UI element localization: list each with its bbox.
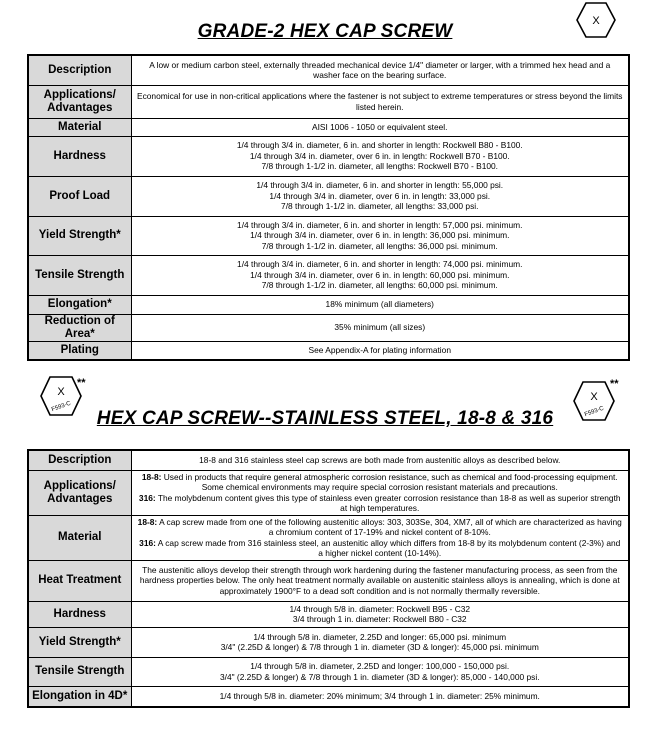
- spec-row: [28, 118, 629, 136]
- row-value: [131, 657, 629, 686]
- value-line: 316: The molybdenum content gives this type of stainless even greater corrosion resistance than 18-8 as well as superior strength: [138, 492, 621, 503]
- spec-row: [28, 627, 629, 657]
- value-line: Some chemical environments may require special corrosion resistant materials and precautions.: [201, 482, 558, 493]
- value-line: 316: A cap screw made from 316 stainless steel, an austenitic alloy which differs from 18-8 by its molybdenum content (2-3%) and: [139, 537, 621, 548]
- row-value: [131, 560, 629, 601]
- value-line: 1/4 through 3/4 in. diameter, 6 in. and shorter in length: 55,000 psi.: [256, 180, 504, 191]
- row-value: [131, 601, 629, 627]
- value-line: a higher nickel content (10-14%).: [318, 547, 442, 558]
- stainless-title: HEX CAP SCREW--STAINLESS STEEL, 18-8 & 316: [96, 408, 554, 429]
- spec-row: [28, 136, 629, 176]
- spec-row: [28, 314, 629, 341]
- value-line: 1/4 through 5/8 in. diameter: 20% minimum; 3/4 through 1 in. diameter: 25% minimum.: [219, 691, 540, 702]
- value-line: 18% minimum (all diameters): [325, 299, 434, 310]
- spec-row: [28, 601, 629, 627]
- row-value: [131, 176, 629, 216]
- spec-row: [28, 216, 629, 255]
- row-label: Description: [28, 450, 131, 470]
- row-label: Tensile Strength: [28, 657, 131, 686]
- row-value: [131, 314, 629, 341]
- row-label: Yield Strength*: [28, 627, 131, 657]
- row-label: Proof Load: [28, 176, 131, 216]
- value-line: 18-8 and 316 stainless steel cap screws are both made from austenitic alloys as described below.: [199, 455, 561, 466]
- row-label: Material: [28, 118, 131, 136]
- spec-row: [28, 55, 629, 85]
- value-line: 18-8: A cap screw made from one of the following austenitic alloys: 303, 303Se, 304, XM7, all of which are characterized as having: [137, 516, 622, 527]
- row-label: Tensile Strength: [28, 255, 131, 295]
- value-line: 3/4" (2.25D & longer) & 7/8 through 1 in. diameter (3D & longer): 85,000 - 140,000 psi.: [219, 671, 540, 682]
- value-line: at high temperatures.: [340, 502, 420, 513]
- note-marker-right: **: [610, 378, 619, 390]
- value-line: 3/4 through 1 in. diameter: Rockwell B80 - C32: [292, 614, 467, 624]
- value-line: 18-8: Used in products that require general atmospheric corrosion resistance, such as chemical and food-processing equipment.: [141, 471, 618, 482]
- value-line: 1/4 through 3/4 in. diameter, 6 in. and shorter in length: Rockwell B80 - B100.: [236, 140, 523, 151]
- value-line: 3/4" (2.25D & longer) & 7/8 through 1 in. diameter (3D & longer): 45,000 psi. minimum: [220, 642, 539, 652]
- row-value: [131, 85, 629, 118]
- row-value: [131, 686, 629, 707]
- spec-row: [28, 657, 629, 686]
- row-label: Elongation in 4D*: [28, 686, 131, 707]
- head-mark-x: X: [592, 15, 600, 27]
- value-line: 7/8 through 1-1/2 in. diameter, all lengths: 60,000 psi. minimum.: [261, 280, 498, 291]
- value-line: hardness properties below. The only heat treatment normally available on austenitic stainless alloys is annealing, which is done at: [139, 575, 620, 586]
- value-line: 1/4 through 5/8 in. diameter: Rockwell B95 - C32: [289, 603, 471, 614]
- value-line: AISI 1006 - 1050 or equivalent steel.: [312, 121, 448, 132]
- value-line: 1/4 through 3/4 in. diameter, over 6 in. in length: 36,000 psi. minimum.: [250, 230, 510, 241]
- spec-row: [28, 470, 629, 515]
- spec-row: [28, 176, 629, 216]
- row-label: Description: [28, 55, 131, 85]
- value-line: Economical for use in non-critical applications where the fastener is not subject to extreme temperatures or stress beyond the limits: [136, 91, 623, 102]
- row-value: [131, 255, 629, 295]
- svg-text:X: X: [590, 391, 598, 403]
- value-line: 1/4 through 5/8 in. diameter, 2.25D and longer: 65,000 psi. minimum: [253, 631, 507, 642]
- row-label: Plating: [28, 341, 131, 360]
- row-label: Hardness: [28, 601, 131, 627]
- row-value: [131, 136, 629, 176]
- svg-text:X: X: [57, 386, 65, 398]
- svg-text:F593-C: F593-C: [50, 400, 72, 414]
- value-line: 7/8 through 1-1/2 in. diameter, all lengths: 36,000 psi. minimum.: [261, 240, 498, 251]
- value-line: 7/8 through 1-1/2 in. diameter, all lengths: Rockwell B70 - B100.: [261, 161, 498, 172]
- grade2-spec-table: [27, 54, 630, 361]
- value-line: washer face on the bearing surface.: [313, 70, 447, 81]
- value-line: 1/4 through 5/8 in. diameter, 2.25D and longer: 100,000 - 150,000 psi.: [250, 661, 510, 672]
- spec-row: [28, 295, 629, 314]
- value-line: approximately 1900°F to a dead soft condition and is not normally thermally reversible.: [219, 585, 540, 596]
- value-line: 1/4 through 3/4 in. diameter, over 6 in. in length: Rockwell B70 - B100.: [249, 150, 510, 161]
- value-line: 1/4 through 3/4 in. diameter, 6 in. and shorter in length: 74,000 psi. minimum.: [237, 259, 523, 270]
- grade2-title: GRADE-2 HEX CAP SCREW: [197, 21, 453, 42]
- row-label: Applications/ Advantages: [28, 85, 131, 118]
- value-line: 1/4 through 3/4 in. diameter, over 6 in. in length: 60,000 psi. minimum.: [250, 269, 510, 280]
- spec-row: [28, 255, 629, 295]
- value-line: 1/4 through 3/4 in. diameter, over 6 in. in length: 33,000 psi.: [269, 190, 491, 201]
- spec-row: [28, 450, 629, 470]
- row-value: [131, 450, 629, 470]
- value-line: listed herein.: [356, 101, 404, 112]
- row-value: [131, 470, 629, 515]
- value-line: 1/4 through 3/4 in. diameter, 6 in. and shorter in length: 57,000 psi. minimum.: [237, 219, 523, 230]
- spec-row: [28, 515, 629, 560]
- note-marker-left: **: [77, 377, 86, 389]
- value-line: 7/8 through 1-1/2 in. diameter, all lengths: 33,000 psi.: [281, 201, 479, 212]
- row-value: [131, 515, 629, 560]
- row-value: [131, 341, 629, 360]
- row-value: [131, 55, 629, 85]
- spec-row: [28, 686, 629, 707]
- row-value: [131, 627, 629, 657]
- value-line: See Appendix-A for plating information: [308, 345, 451, 356]
- stainless-spec-table: [27, 449, 630, 708]
- row-value: [131, 118, 629, 136]
- spec-row: [28, 341, 629, 360]
- row-value: [131, 295, 629, 314]
- row-value: [131, 216, 629, 255]
- spec-row: [28, 85, 629, 118]
- row-label: Applications/ Advantages: [28, 470, 131, 515]
- row-label: Material: [28, 515, 131, 560]
- hex-head-marking-icon: [576, 1, 616, 39]
- row-label: Elongation*: [28, 295, 131, 314]
- value-line: The austenitic alloys develop their strength through work hardening during the fastener manufacturing process, as seen from the: [142, 564, 618, 575]
- row-label: Heat Treatment: [28, 560, 131, 601]
- value-line: 35% minimum (all sizes): [334, 322, 426, 333]
- spec-row: [28, 560, 629, 601]
- svg-text:F593-C: F593-C: [583, 405, 605, 419]
- value-line: a chromium content of 17-19% and nickel content of 8-10%.: [268, 527, 491, 538]
- row-label: Hardness: [28, 136, 131, 176]
- row-label: Reduction of Area*: [28, 314, 131, 341]
- value-line: A low or medium carbon steel, externally threaded mechanical device 1/4" diameter or larger, with a trimmed hex head and a: [149, 59, 611, 70]
- row-label: Yield Strength*: [28, 216, 131, 255]
